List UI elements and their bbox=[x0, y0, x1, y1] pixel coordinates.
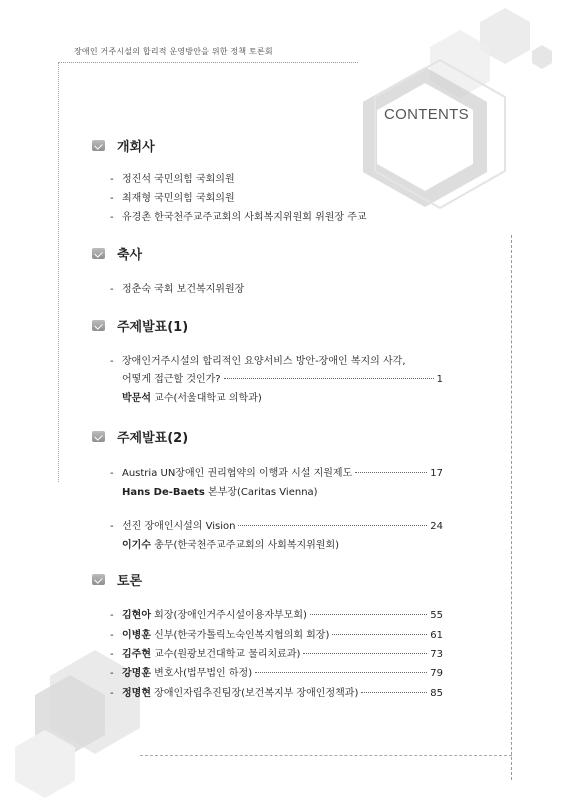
section-title: 주제발표(2) bbox=[117, 431, 189, 446]
toc-entry[interactable]: 어떻게 접근할 것인가? 1 bbox=[122, 374, 443, 385]
section-title: 개회사 bbox=[117, 140, 155, 155]
toc-entry[interactable]: - 선진 장애인시설의 Vision 24 bbox=[110, 521, 443, 532]
section-bullet-icon bbox=[92, 574, 105, 585]
page-number: 1 bbox=[436, 374, 443, 385]
toc-entry[interactable]: - 이병훈 신부(한국가톨릭노숙인복지협의회 회장) 61 bbox=[110, 630, 443, 641]
presenter: 이기수 총무(한국천주교주교회의 사회복지위원회) bbox=[122, 540, 340, 551]
running-header: 장애인 거주시설의 합리적 운영방안을 위한 정책 토론회 bbox=[74, 47, 273, 56]
page-number: 61 bbox=[430, 630, 443, 641]
section-bullet-icon bbox=[92, 320, 105, 331]
page-number: 79 bbox=[430, 668, 443, 679]
section-congrats bbox=[92, 244, 142, 263]
list-item: - 최재형 국민의힘 국회의원 bbox=[110, 193, 235, 204]
header-rule bbox=[58, 62, 358, 63]
section-discussion bbox=[92, 570, 142, 589]
section-bullet-icon bbox=[92, 431, 105, 442]
presenter: 박문석 교수(서울대학교 의학과) bbox=[122, 393, 262, 404]
section-title: 축사 bbox=[117, 248, 143, 263]
toc-entry[interactable]: - 김주현 교수(원광보건대학교 물리치료과) 73 bbox=[110, 649, 443, 660]
page-number: 85 bbox=[430, 688, 443, 699]
list-item: - 유경촌 한국천주교주교회의 사회복지위원회 위원장 주교 bbox=[110, 212, 367, 223]
left-border bbox=[58, 62, 59, 482]
toc-entry[interactable]: - 정명현 장애인자립추진팀장(보건복지부 장애인정책과) 85 bbox=[110, 688, 443, 699]
section-talk2 bbox=[92, 427, 188, 446]
section-opening bbox=[92, 136, 155, 155]
toc-entry[interactable]: - Austria UN장애인 권리협약의 이행과 시설 지원제도 17 bbox=[110, 468, 443, 479]
contents-title: CONTENTS bbox=[384, 106, 469, 123]
section-title: 주제발표(1) bbox=[117, 320, 189, 335]
presenter: Hans De-Baets 본부장(Caritas Vienna) bbox=[122, 487, 318, 498]
page-number: 73 bbox=[430, 649, 443, 660]
section-bullet-icon bbox=[92, 248, 105, 259]
bottom-border bbox=[140, 755, 512, 756]
section-title: 토론 bbox=[117, 574, 143, 589]
page-number: 24 bbox=[430, 521, 443, 532]
page-number: 55 bbox=[430, 610, 443, 621]
toc-entry[interactable]: - 김현아 회장(장애인거주시설이용자부모회) 55 bbox=[110, 610, 443, 621]
section-talk1 bbox=[92, 316, 188, 335]
toc-entry-line: - 장애인거주시설의 합리적인 요양서비스 방안-장애인 복지의 사각, bbox=[110, 356, 406, 367]
toc-entry[interactable]: - 강명훈 변호사(법무법인 하정) 79 bbox=[110, 668, 443, 679]
section-bullet-icon bbox=[92, 140, 105, 151]
right-border bbox=[511, 235, 512, 780]
page-number: 17 bbox=[430, 468, 443, 479]
list-item: - 정진석 국민의힘 국회의원 bbox=[110, 174, 235, 185]
list-item: - 정춘숙 국회 보건복지위원장 bbox=[110, 284, 245, 295]
